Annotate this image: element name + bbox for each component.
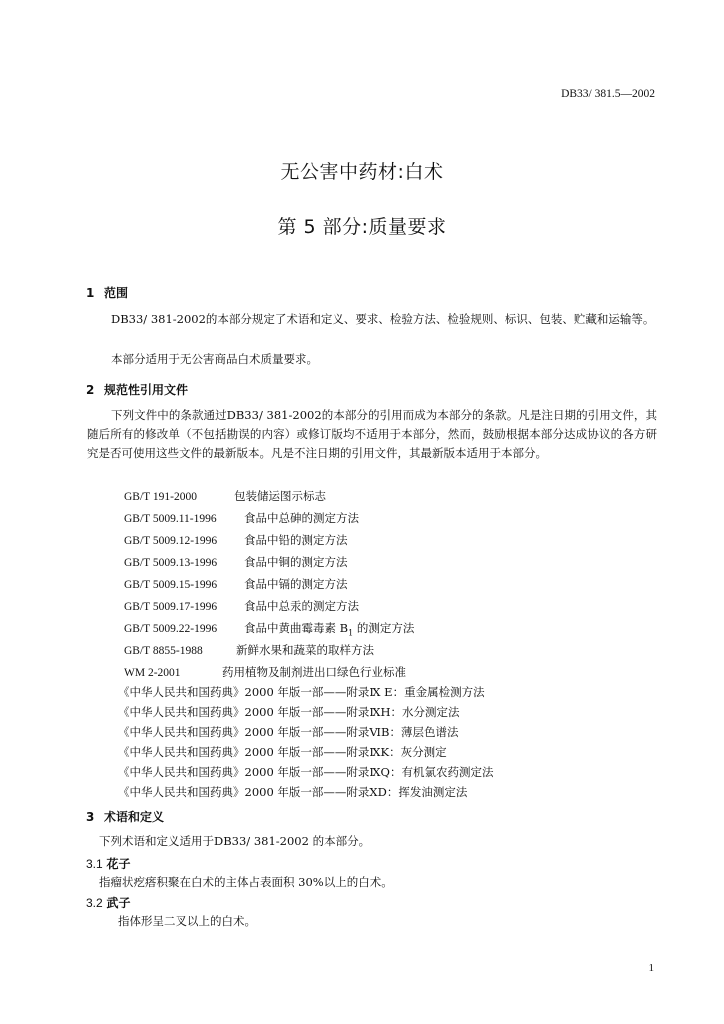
document-code: DB33/ 381.5—2002 — [561, 88, 655, 100]
reference-title: 食品中总汞的测定方法 — [244, 599, 359, 613]
term-name: 花子 — [106, 857, 131, 871]
reference-code: GB/T 5009.12-1996 — [124, 535, 218, 547]
section-title: 规范性引用文件 — [104, 383, 189, 397]
document-subtitle: 第 5 部分:质量要求 — [277, 216, 447, 238]
section-number: 3 — [86, 810, 95, 824]
pharmacopoeia-reference: 《中华人民共和国药典》2000 年版一部——附录ⅨH：水分测定法 — [118, 705, 460, 719]
reference-title: 包装储运图示标志 — [234, 489, 326, 503]
reference-title: 食品中总砷的测定方法 — [244, 511, 359, 525]
reference-title: 食品中黄曲霉毒素 B — [244, 621, 349, 635]
section-number: 2 — [86, 383, 95, 397]
pharmacopoeia-reference: 《中华人民共和国药典》2000 年版一部——附录ⅩD：挥发油测定法 — [118, 785, 468, 799]
reference-item — [124, 532, 348, 548]
section-title: 范围 — [104, 286, 129, 300]
reference-code: GB/T 5009.13-1996 — [124, 557, 218, 569]
section-3-paragraph-1: 下列术语和定义适用于DB33/ 381-2002 的本部分。 — [99, 834, 371, 848]
section-2-paragraph-1: 下列文件中的条款通过DB33/ 381-2002的本部分的引用而成为本部分的条款。凡是注日期的引用文件，其随后所有的修改单（不包括勘误的内容）或修订版均不适用于本部分，然而，鼓励根据本部分达成协议的各方研究是否可使用这些文件的最新版本。凡是不注日期的引用文件，其最新版本适用于本部分。 — [87, 408, 657, 460]
document-title: 无公害中药材:白术 — [280, 161, 444, 183]
section-1-paragraph-2: 本部分适用于无公害商品白术质量要求。 — [111, 352, 318, 366]
term-name: 武子 — [106, 896, 131, 910]
pharmacopoeia-reference: 《中华人民共和国药典》2000 年版一部——附录Ⅸ E：重金属检测方法 — [118, 685, 485, 699]
reference-title: 食品中铅的测定方法 — [244, 533, 348, 547]
section-2-heading — [86, 381, 188, 398]
section-1-heading — [86, 284, 128, 301]
section-title: 术语和定义 — [104, 810, 165, 824]
reference-title: 食品中镉的测定方法 — [244, 577, 348, 591]
reference-item — [124, 554, 348, 570]
reference-code: GB/T 5009.15-1996 — [124, 579, 218, 591]
section-number: 1 — [86, 286, 95, 300]
reference-item — [124, 510, 359, 526]
reference-code: GB/T 5009.11-1996 — [124, 513, 217, 525]
section-3-heading — [86, 808, 164, 825]
term-3-2-heading — [86, 894, 131, 911]
term-number: 3.2 — [86, 896, 103, 910]
reference-title: 食品中铜的测定方法 — [244, 555, 348, 569]
reference-code: GB/T 5009.17-1996 — [124, 601, 218, 613]
reference-code: GB/T 191-2000 — [124, 491, 197, 503]
section-1-paragraph-1: DB33/ 381-2002的本部分规定了术语和定义、要求、检验方法、检验规则、标识、包装、贮藏和运输等。 — [111, 312, 655, 326]
reference-item — [124, 642, 374, 658]
pharmacopoeia-reference: 《中华人民共和国药典》2000 年版一部——附录ⅥB：薄层色谱法 — [118, 725, 459, 739]
reference-title-tail: 的测定方法 — [353, 621, 415, 635]
reference-code: WM 2-2001 — [124, 667, 181, 679]
term-3-1-definition: 指瘤状疙瘩积聚在白术的主体占表面积 30%以上的白术。 — [99, 875, 393, 889]
reference-item — [124, 598, 359, 614]
reference-code: GB/T 5009.22-1996 — [124, 623, 218, 635]
term-number: 3.1 — [86, 857, 103, 871]
pharmacopoeia-reference: 《中华人民共和国药典》2000 年版一部——附录ⅨK：灰分测定 — [118, 745, 447, 759]
reference-item — [124, 620, 414, 637]
reference-item — [124, 488, 326, 504]
page-number: 1 — [648, 962, 654, 974]
reference-title: 药用植物及制剂进出口绿色行业标准 — [222, 665, 406, 679]
subscript: 1 — [348, 628, 354, 638]
reference-code: GB/T 8855-1988 — [124, 645, 203, 657]
reference-title: 新鲜水果和蔬菜的取样方法 — [236, 643, 374, 657]
pharmacopoeia-reference: 《中华人民共和国药典》2000 年版一部——附录ⅨQ：有机氯农药测定法 — [118, 765, 494, 779]
term-3-1-heading — [86, 855, 131, 872]
term-3-2-definition: 指体形呈二叉以上的白术。 — [118, 914, 256, 928]
reference-item — [124, 576, 348, 592]
reference-item — [124, 664, 406, 680]
